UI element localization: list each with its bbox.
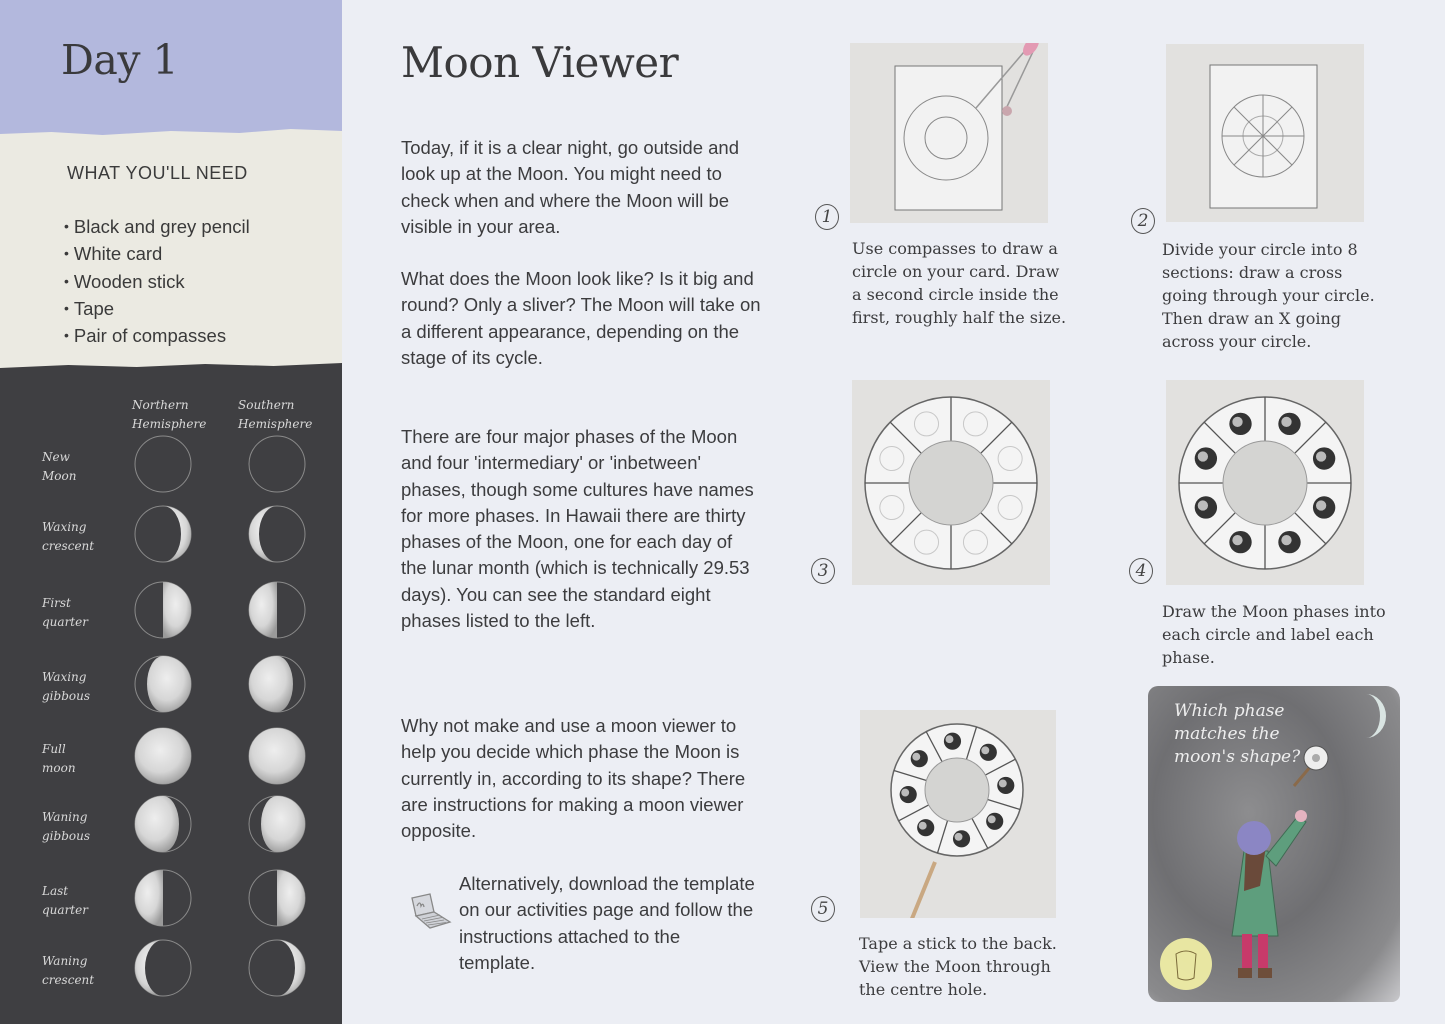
materials-item: • Pair of compasses <box>64 323 250 350</box>
moon-first-quarter-s-icon <box>248 580 306 640</box>
moon-phase-row <box>0 654 342 726</box>
northern-hemisphere-heading <box>132 396 206 434</box>
moon-full-icon <box>134 726 192 786</box>
step-3-illustration <box>852 380 1050 585</box>
viewer-wheel-blank <box>852 380 1050 585</box>
child-with-moon-viewer-illustration <box>1148 686 1400 1002</box>
phase-label: Last quarter <box>42 884 88 917</box>
materials-item: • Black and grey pencil <box>64 214 250 241</box>
moon-new-icon <box>248 434 306 494</box>
phase-label: New Moon <box>42 450 77 483</box>
hemisphere-label: Hemisphere <box>238 417 313 431</box>
moon-waning-gibbous-n-icon <box>134 794 192 854</box>
moon-waning-crescent-n-icon <box>134 938 192 998</box>
materials-heading: WHAT YOU'LL NEED <box>67 163 248 183</box>
step-2-instruction: Divide your circle into 8 sections: draw a cross going through your circle. Then draw an X going across your circle. <box>1162 240 1375 351</box>
step-4-instruction: Draw the Moon phases into each circle and label each phase. <box>1162 602 1386 667</box>
day-title: Day 1 <box>61 36 179 84</box>
step-5-illustration <box>860 710 1056 918</box>
caption-line: moon's shape? <box>1174 747 1301 767</box>
step-number: 2 <box>1131 208 1155 234</box>
step-number: 4 <box>1129 558 1153 584</box>
step-5-instruction: Tape a stick to the back. View the Moon through the centre hole. <box>859 934 1057 999</box>
viewer-on-stick <box>860 710 1056 918</box>
step-1-illustration <box>850 43 1048 223</box>
moon-waxing-crescent-s-icon <box>248 504 306 564</box>
caption-line: Which phase <box>1174 701 1285 721</box>
materials-item: • White card <box>64 241 250 268</box>
moon-phase-row <box>0 794 342 866</box>
southern-hemisphere-heading <box>238 396 312 434</box>
divided-circle-diagram <box>1166 44 1364 222</box>
moon-phase-row <box>0 868 342 940</box>
moon-phase-row <box>0 938 342 1010</box>
child-figure <box>1148 686 1400 1002</box>
step-number: 3 <box>811 558 835 584</box>
appearance-paragraph: What does the Moon look like? Is it big and round? Only a sliver? The Moon will take on a different appearance, depending on the stage of its cycle. <box>401 268 761 368</box>
phase-label: Waning gibbous <box>42 810 90 843</box>
hemisphere-label: Hemisphere <box>132 417 207 431</box>
left-sidebar <box>0 0 342 1024</box>
moon-phase-row <box>0 580 342 652</box>
moon-waxing-gibbous-n-icon <box>134 654 192 714</box>
moon-waning-gibbous-s-icon <box>248 794 306 854</box>
moon-phase-row <box>0 726 342 798</box>
phase-label: Waxing gibbous <box>42 670 90 703</box>
moon-phase-row <box>0 504 342 576</box>
hemisphere-label: Southern <box>238 398 295 412</box>
compass-circle-diagram <box>850 43 1048 223</box>
moon-phase-row <box>0 434 342 506</box>
caption-line: matches the <box>1174 724 1280 744</box>
viewer-wheel-drawn <box>1166 380 1364 585</box>
moon-last-quarter-n-icon <box>134 868 192 928</box>
materials-list <box>64 214 250 350</box>
download-template-note: Alternatively, download the template on our activities page and follow the instructions attached to the template. <box>459 873 755 973</box>
materials-item: • Tape <box>64 296 250 323</box>
phase-label: First quarter <box>42 596 88 629</box>
laptop-icon <box>408 892 454 932</box>
step-1-instruction: Use compasses to draw a circle on your card. Draw a second circle inside the first, roughly half the size. <box>852 239 1067 327</box>
moon-waning-crescent-s-icon <box>248 938 306 998</box>
phase-label: Waning crescent <box>42 954 95 987</box>
step-number: 5 <box>811 896 835 922</box>
moon-last-quarter-s-icon <box>248 868 306 928</box>
materials-item: • Wooden stick <box>64 269 250 296</box>
moon-first-quarter-n-icon <box>134 580 192 640</box>
moon-full-icon <box>248 726 306 786</box>
viewer-paragraph: Why not make and use a moon viewer to help you decide which phase the Moon is currently in, according to its shape? There are instructions for making a moon viewer opposite. <box>401 715 746 842</box>
step-2-illustration <box>1166 44 1364 222</box>
moon-new-icon <box>134 434 192 494</box>
moon-waxing-gibbous-s-icon <box>248 654 306 714</box>
moon-waxing-crescent-n-icon <box>134 504 192 564</box>
phases-paragraph: There are four major phases of the Moon and four 'intermediary' or 'inbetween' phases, though some cultures have names for more phases. In Hawaii there are thirty phases of the Moon, one for each day of the lunar month (which is technically 29.53 days). You can see the standard eight phases listed to the left. <box>401 426 754 632</box>
hemisphere-label: Northern <box>132 398 189 412</box>
phase-label: Waxing crescent <box>42 520 95 553</box>
intro-paragraph: Today, if it is a clear night, go outside and look up at the Moon. You might need to check when and where the Moon will be visible in your area. <box>401 137 739 237</box>
step-4-illustration <box>1166 380 1364 585</box>
step-number: 1 <box>815 204 839 230</box>
phase-label: Full moon <box>42 742 76 775</box>
page-title: Moon Viewer <box>401 38 679 87</box>
